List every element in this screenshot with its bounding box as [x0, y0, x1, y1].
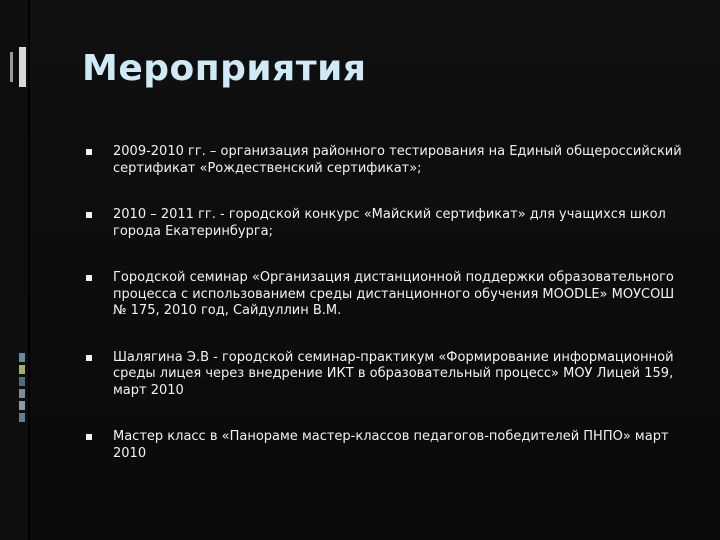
left-decorative-band	[0, 0, 28, 540]
list-item-text: 2010 – 2011 гг. - городской конкурс «Майский сертификат» для учащихся школ города Екатеринбурга;	[113, 207, 666, 239]
decorative-square	[19, 413, 25, 422]
decorative-square	[19, 389, 25, 398]
list-item-text: Мастер класс в «Панораме мастер-классов педагогов-победителей ПНПО» март 2010	[113, 429, 669, 461]
decorative-square	[19, 401, 25, 410]
list-item-text: Городской семинар «Организация дистанционной поддержки образовательного процесса с использованием среды дистанционного обучения MOODLE» МОУСОШ № 175, 2010 год, Сайдуллин В.М.	[113, 270, 675, 318]
list-item	[86, 207, 686, 240]
list-item	[86, 350, 686, 400]
decorative-square	[19, 377, 25, 386]
square-bullet-icon	[86, 275, 92, 281]
list-item	[86, 429, 686, 462]
slide-title: Мероприятия	[82, 48, 367, 89]
list-item-text: Шалягина Э.В - городской семинар-практикум «Формирование информационной среды лицея через внедрение ИКТ в образовательный процесс» МОУ Лицей 159, март 2010	[113, 349, 674, 398]
decorative-square	[19, 365, 25, 374]
decorative-square	[19, 353, 25, 362]
square-bullet-icon	[86, 434, 92, 440]
square-bullet-icon	[86, 212, 92, 218]
square-bullet-icon	[86, 355, 92, 361]
list-item	[86, 144, 686, 177]
list-item	[86, 270, 686, 320]
bullet-list	[86, 140, 686, 462]
decorative-stripe	[19, 47, 26, 87]
square-bullet-icon	[86, 149, 92, 155]
list-item-text: 2009-2010 гг. – организация районного тестирования на Единый общероссийский сертификат «Рождественский сертификат»;	[113, 144, 682, 176]
decorative-stripe	[10, 52, 13, 82]
